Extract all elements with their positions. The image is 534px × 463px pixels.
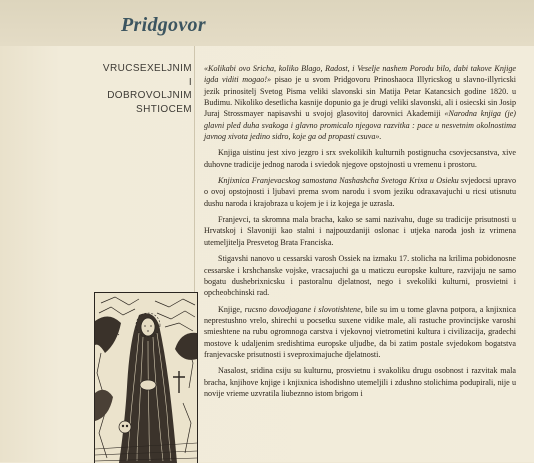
quote-strossmayer: «Narodna knjiga (je) glavni pled duha svakoga i glavno promicalo njegova razvitka : pace u nesvetnim okolnostima javnog xivota jedino sidro, koje ga od propasti csuva». <box>204 109 516 142</box>
paragraph: Franjevci, ta skromna mala bracha, kako se sami nazivahu, duge su tradicije prisutnosti u Hrvatskoj i Slavoniji kao stalni i najpouzdaniji oslonac i utjeka naroda josh iz vrimena utemeljitelja Presvetog Brata Franciska. <box>204 215 516 247</box>
paragraph <box>204 175 516 209</box>
header-band <box>0 0 534 46</box>
paragraph: Nasalost, sridina csiju su kulturnu, prosvietnu i svakoliku drugu osobnost i razvitak mala bracha, knjihove knjige i knjixnica ishodishno utemeljili i zdushno stolichima podupirali, nije u novije vrieme uzvratila liubeznno istom brigom i <box>204 366 516 398</box>
body-text <box>204 63 516 399</box>
woodcut-saint-figure-icon <box>95 293 197 463</box>
paragraph-text: , bile su im u tome glavna potpora, a knjixnica neprestushno vrelo, shirechi u pocsetku suxene vidike male, ali rastuche provincijske varoshi smieshtene na rubu ogromnoga carstva i vjekovnoj vietrometini kultura i civilizacija, gradechi mostove k udaljenim sredishtima europske uljudbe, da bi zatim postale svjedokom bogatstva franjevacske prisutnosti i sveproximajuche djelatnosti. <box>204 304 517 359</box>
paragraph <box>204 63 516 142</box>
page-title: Pridgovor <box>121 14 206 36</box>
quote-katancsich: «Kolikabi ovo Sricha, koliko Blago, Radost, i Veselje nashem Porodu bilo, dabi takove Knjige igda viditi mogao!» <box>204 64 516 85</box>
library-name: Knjixnica Franjevacskog samostana Nashashcha Svetoga Krixa u Osieku <box>218 176 459 186</box>
dedication-heading-line: I <box>188 76 192 88</box>
dedication-heading-line: VRUCSEXELJNIM <box>102 63 192 74</box>
italic-phrase: rucsno dovodjagane i slovotishtene <box>244 304 361 314</box>
paragraph <box>204 304 516 361</box>
paragraph: Stigavshi nanovo u cessarski varosh Ossiek na izmaku 17. stolicha na krilima pobidonosne cessarske i krshchanske vojske, vracsajuchi ga u maticzu europske kulture, razvijaju ne samo bogatu dushebrixnicsku i pastoralnu djelatnost, nego i svekoliki kulturni, prosvietni i opcheobchinski rad. <box>204 254 516 298</box>
dedication-heading-line: DOBROVOLJNIM <box>107 90 192 101</box>
woodcut-illustration <box>94 292 198 463</box>
paragraph-text: svjedocsi upravo o ovoj opstojnosti i ljubavi prema svom narodu i svom jeziku odraxavajuchi u ricsi utisnutu dushu naroda i krajobraza u kojem je i iz kojega je uzrasla. <box>204 176 516 208</box>
paragraph-text: Knjige, <box>218 304 245 314</box>
dedication-heading-line: SHTIOCEM <box>136 103 192 115</box>
dedication-heading <box>96 62 192 116</box>
paragraph-text: pisao je u svom Pridgovoru Prinoshaoca Illyricskog u slavno-illyricski jezik prinositelj Svetog Pisma veliki slavonski sin Matija Petar Katancsich godine 1820. u Budimu. Nikoliko desetlicha kasnije dopunio ga je drugi veliki slavonski, ali i osiecski sin Josip Juraj Strossmayer napisavshi u svojoj glasovitoj darovnici Akademiji <box>204 75 516 119</box>
paragraph: Knjiga uistinu jest xivo jezgro i srx svekolikih kulturnih postignucha csovjecsanstva, xive duhovne tradicije jednog naroda i sviedok njegove opstojnosti u vremenu i prostoru. <box>204 148 516 169</box>
